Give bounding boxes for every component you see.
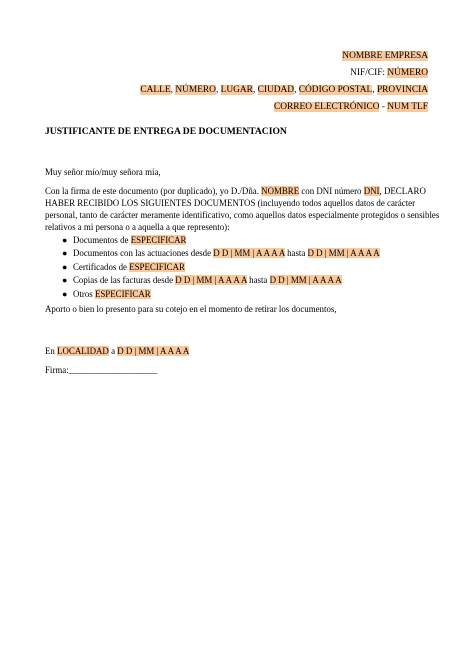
contact-line — [140, 99, 428, 116]
item-placeholder: ESPECIFICAR — [94, 288, 151, 299]
item-placeholder: ESPECIFICAR — [130, 234, 187, 245]
bullet-icon: ● — [62, 248, 68, 259]
person-name: NOMBRE — [261, 185, 300, 196]
item-text: Certificados de — [73, 261, 130, 272]
bullet-icon: ● — [62, 288, 68, 299]
separator: , — [215, 85, 221, 95]
bullet-icon: ● — [62, 275, 68, 286]
place-prefix: En — [45, 346, 58, 356]
list-item — [45, 234, 440, 248]
signing-date: D D | MM | A A A A — [117, 346, 190, 356]
date-from: D D | MM | A A A A — [213, 248, 285, 259]
address-line — [140, 82, 428, 99]
list-item — [45, 247, 440, 261]
company-name-line — [140, 48, 428, 65]
list-item — [45, 288, 440, 302]
intro-text: , DECLARO HABER RECIBIDO LOS SIGUIENTES DOCUMENTOS (incluyendo todos aquellos datos de carácter personal, tanto de carácter meramente identificativo, como aquellos datos especialmente protegidos o sensibles relativos a mi persona o a aquella a que represento): — [45, 185, 440, 232]
item-placeholder: ESPECIFICAR — [129, 261, 185, 272]
closing-paragraph: Aporto o bien lo presento para su cotejo en el momento de retirar los documentos, — [45, 304, 337, 315]
nif-line — [140, 65, 428, 82]
place-mid: a — [108, 346, 118, 356]
company-header — [140, 48, 428, 116]
place-date-line — [45, 346, 189, 356]
intro-text: con DNI número — [299, 185, 364, 196]
bullet-icon: ● — [62, 234, 68, 245]
phone: NUM TLF — [387, 102, 428, 112]
item-text: Documentos con las actuaciones desde — [73, 248, 214, 259]
list-item — [45, 261, 440, 275]
address-postal-code: CÓDIGO POSTAL — [298, 85, 373, 95]
separator: , — [372, 85, 377, 95]
address-province: PROVINCIA — [376, 85, 428, 95]
document-body — [45, 167, 440, 316]
dni-number: DNI — [363, 185, 380, 196]
locality: LOCALIDAD — [57, 346, 109, 356]
item-text: hasta — [284, 248, 308, 259]
item-text: Copias de las facturas desde — [73, 275, 176, 286]
document-title: JUSTIFICANTE DE ENTREGA DE DOCUMENTACION — [45, 126, 287, 137]
separator: , — [252, 85, 258, 95]
item-text: hasta — [246, 275, 270, 286]
signature-line: Firma:____________________ — [45, 365, 158, 375]
greeting: Muy señor mío/muy señora mía, — [45, 167, 161, 177]
address-city: CIUDAD — [257, 85, 295, 95]
address-number: NÚMERO — [175, 85, 216, 95]
date-from: D D | MM | A A A A — [175, 275, 247, 286]
separator: , — [294, 85, 299, 95]
item-text: Documentos de — [73, 234, 131, 245]
bullet-icon: ● — [62, 261, 68, 272]
address-street: CALLE — [140, 85, 171, 95]
date-to: D D | MM | A A A A — [307, 248, 380, 259]
nif-label: NIF/CIF: — [350, 68, 388, 78]
item-text: Otros — [73, 288, 95, 299]
document-list — [45, 234, 440, 302]
intro-paragraph — [45, 186, 440, 234]
list-item — [45, 274, 440, 288]
intro-text: Con la firma de este documento (por duplicado), yo D./Dña. — [45, 185, 262, 196]
address-place: LUGAR — [220, 85, 253, 95]
company-name: NOMBRE EMPRESA — [342, 51, 428, 61]
separator: , — [170, 85, 176, 95]
email: CORREO ELECTRÓNICO — [274, 102, 380, 112]
date-to: D D | MM | A A A A — [269, 275, 342, 286]
nif-value: NÚMERO — [387, 68, 428, 78]
contact-separator: - — [379, 102, 388, 112]
